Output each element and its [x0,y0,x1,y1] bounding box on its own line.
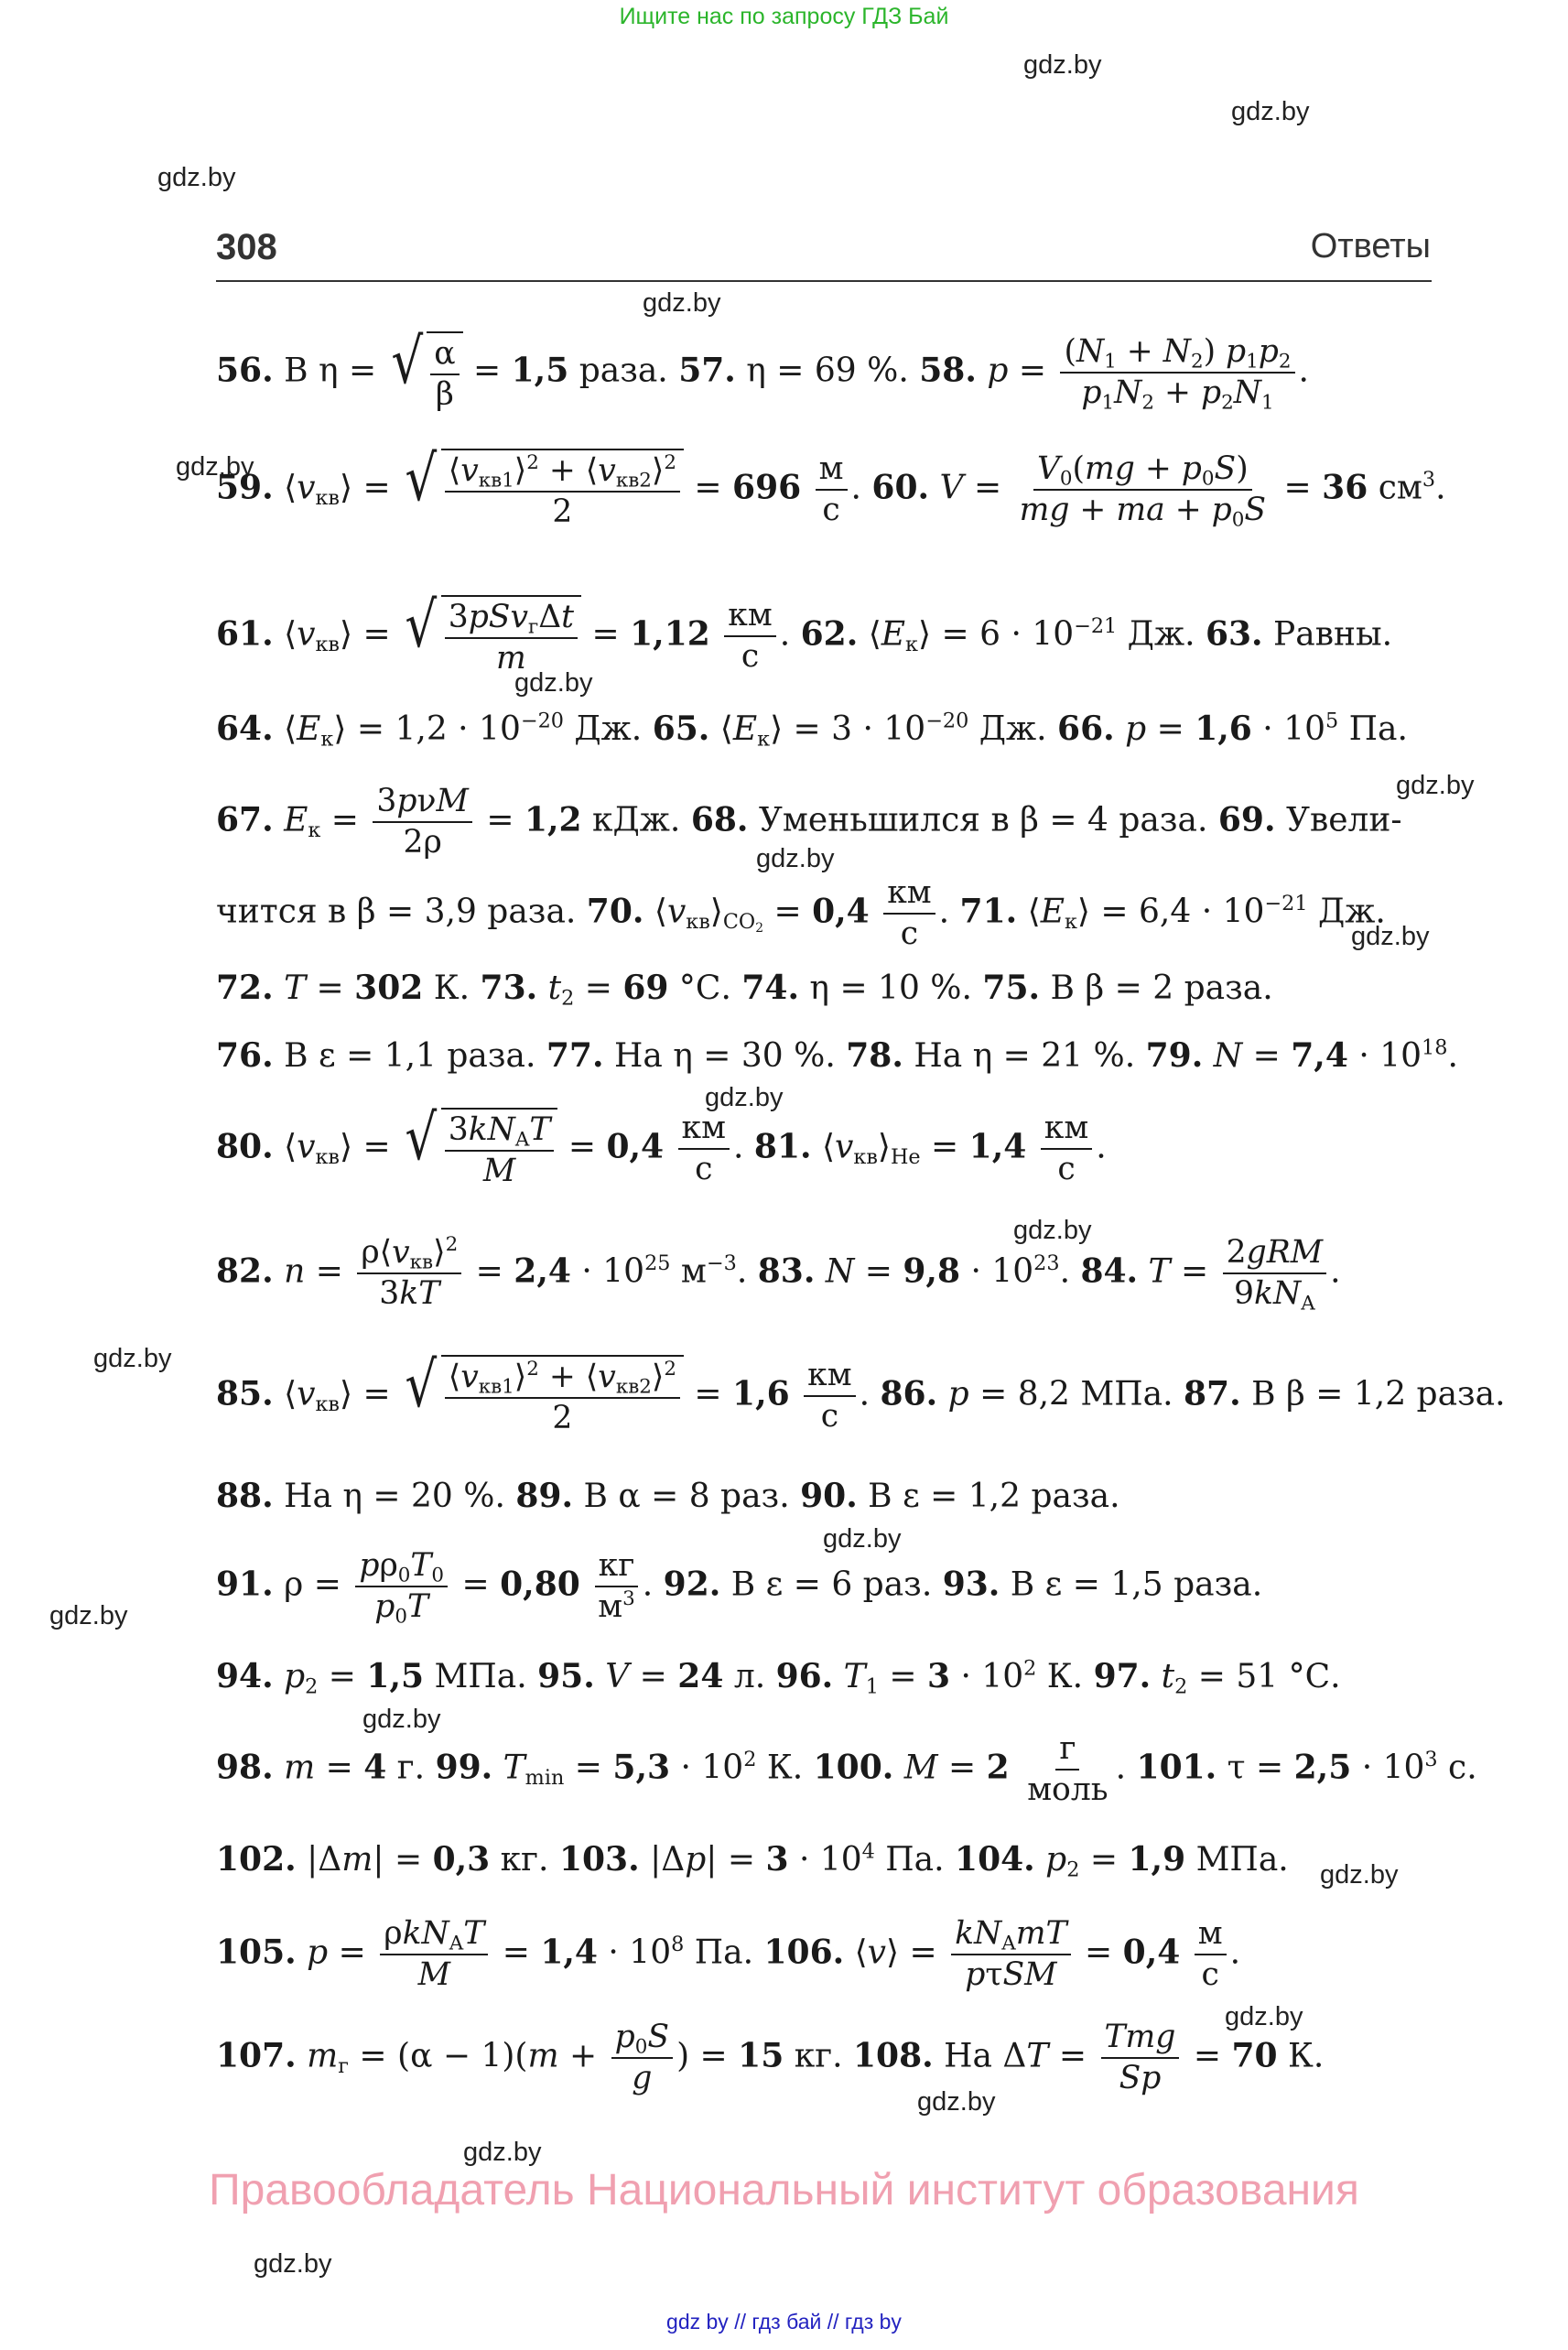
answer-line: 105. p = $\frac{\rho kN_AT}{M}$ = $1,4 \cdot 10^8$ Па. 106. ⟨v⟩ = $\frac{kN_AmT}{\text{pτSM}}$ = 0,4 $\frac{м}{с}$ . [216,1915,1241,1994]
watermark: gdz.by [463,2138,542,2167]
watermark: gdz.by [1320,1860,1399,1890]
watermark: gdz.by [756,844,835,873]
answer-line: 72. T = 302 К. 73. $t_2 = 69$ °С. 74. η = 10 %. 75. В β = 2 раза. [216,969,1273,1011]
answer-line: 85. $⟨v_{кв}⟩$ = √ $\frac{⟨v_{кв1}⟩^2 + ⟨v_{кв2}⟩^2}{2}$ = 1,6 $\frac{км}{с}$ . 86. p = 8,2 МПа. 87. В β = 1,2 раза. [216,1349,1506,1437]
watermark: gdz.by [1231,97,1310,126]
watermark: gdz.by [157,163,236,192]
answer-line: 102. |Δm| = 0,3 кг. 103. $|\Delta p| = 3 \cdot 10^4$ Па. 104. $p_2 = 1,9$ МПа. [216,1839,1289,1882]
watermark: gdz.by [823,1524,902,1554]
header-rule [216,280,1432,282]
answer-line: 56. В η = √ $\frac{\alpha}{\beta}$ = 1,5 раза. 57. η = 69 %. 58. p = $\frac{(N_1 + N_2) p_1p_2}{p_1N_2 + p_2N_1}$ . [216,326,1309,415]
answer-line: 107. $m_г = (\alpha - 1)(m$ + $\frac{p_0S}{g}$ ) = 15 кг. 108. На ΔT = $\frac{\text{Tmg}}{Sp}$ = 70 К. [216,2019,1325,2097]
watermark: gdz.by [1396,771,1475,800]
watermark: gdz.by [176,452,254,482]
watermark: gdz.by [1351,922,1430,951]
watermark: gdz.by [254,2249,332,2279]
answer-line: 88. На η = 20 %. 89. В α = 8 раз. 90. В ε = 1,2 раза. [216,1477,1120,1515]
answer-line: 59. $⟨v_{кв}⟩$ = √ $\frac{⟨v_{кв1}⟩^2 + ⟨v_{кв2}⟩^2}{2}$ = 696 $\frac{м}{с}$ . 60. V = $\frac{V_0(mg + p_0S)}{mg + ma + p_0S}$ = 36 $см^3$. [216,443,1446,532]
watermark: gdz.by [705,1083,784,1112]
watermark: gdz.by [1023,50,1102,80]
answer-line: 61. $⟨v_{кв}⟩$ = √ $\frac{3pSv_г\Delta t}{m}$ = 1,12 $\frac{км}{с}$ . 62. $⟨E_к⟩ = 6 \cdot 10^{-21}$ Дж. 63. Равны. [216,590,1393,677]
page-number: 308 [216,227,277,267]
copyright-notice: Правообладатель Национальный институт образования [209,2166,1359,2215]
answer-line: 82. n = $\frac{\rho⟨v_{кв}⟩^2}{3kT}$ = $2,4 \cdot 10^{25}$ $м^{-3}$. 83. $N = 9,8 \cdot 10^{23}$. 84. T = $\frac{\text{2gRM}}{9kN_A}$ . [216,1233,1341,1316]
watermark: gdz.by [362,1705,441,1734]
answer-line: 98. m = 4 г. 99. $T_{min} = 5,3 \cdot 10^2$ К. 100. M = 2 $\frac{г}{\text{моль}}$ . 101. $\tau = 2,5 \cdot 10^3$ с. [216,1730,1477,1809]
answer-line: 91. ρ = $\frac{p\rho_0T_0}{p_0T}$ = 0,80 $\frac{кг}{м^3}$ . 92. В ε = 6 раз. 93. В ε = 1,5 раза. [216,1547,1263,1629]
watermark: gdz.by [93,1344,172,1373]
section-title: Ответы [1310,227,1431,265]
answer-line: 64. $⟨E_к⟩ = 1,2 \cdot 10^{-20}$ Дж. 65. $⟨E_к⟩ = 3 \cdot 10^{-20}$ Дж. 66. $p = 1,6 \cdot 10^5$ Па. [216,709,1408,752]
watermark: gdz.by [1013,1216,1092,1245]
top-banner[interactable]: Ищите нас по запросу ГДЗ Бай [619,4,949,29]
watermark: gdz.by [49,1601,128,1630]
answer-line: 80. $⟨v_{кв}⟩$ = √ $\frac{3kN_AT}{M}$ = 0,4 $\frac{км}{с}$ . 81. $⟨v_{кв}⟩_{He} = 1,4$ $\frac{км}{с}$ . [216,1102,1107,1190]
answer-line: 94. $p_2 = 1,5$ МПа. 95. V = 24 л. 96. $T_1 = 3 \cdot 10^2$ К. 97. $t_2 = 51$ °С. [216,1656,1341,1699]
watermark: gdz.by [643,288,721,318]
watermark: gdz.by [1225,2002,1303,2031]
watermark: gdz.by [514,668,593,698]
answer-line: 76. В ε = 1,1 раза. 77. На η = 30 %. 78. На η = 21 %. 79. $N = 7,4 \cdot 10^{18}$. [216,1035,1458,1075]
watermark: gdz.by [917,2087,996,2117]
answer-line: чится в β = 3,9 раза. 70. $⟨v_{кв}⟩_{CO_2} = 0,4$ $\frac{км}{с}$ . 71. $⟨E_к⟩ = 6,4 \cdot 10^{-21}$ Дж. [216,874,1386,953]
footer-links[interactable]: gdz by // гдз бай // гдз by [666,2310,902,2334]
answer-line: 67. $E_к$ = $\frac{\text{3pνM}}{2\rho}$ = 1,2 кДж. 68. Уменьшился в β = 4 раза. 69. Увели- [216,783,1402,861]
